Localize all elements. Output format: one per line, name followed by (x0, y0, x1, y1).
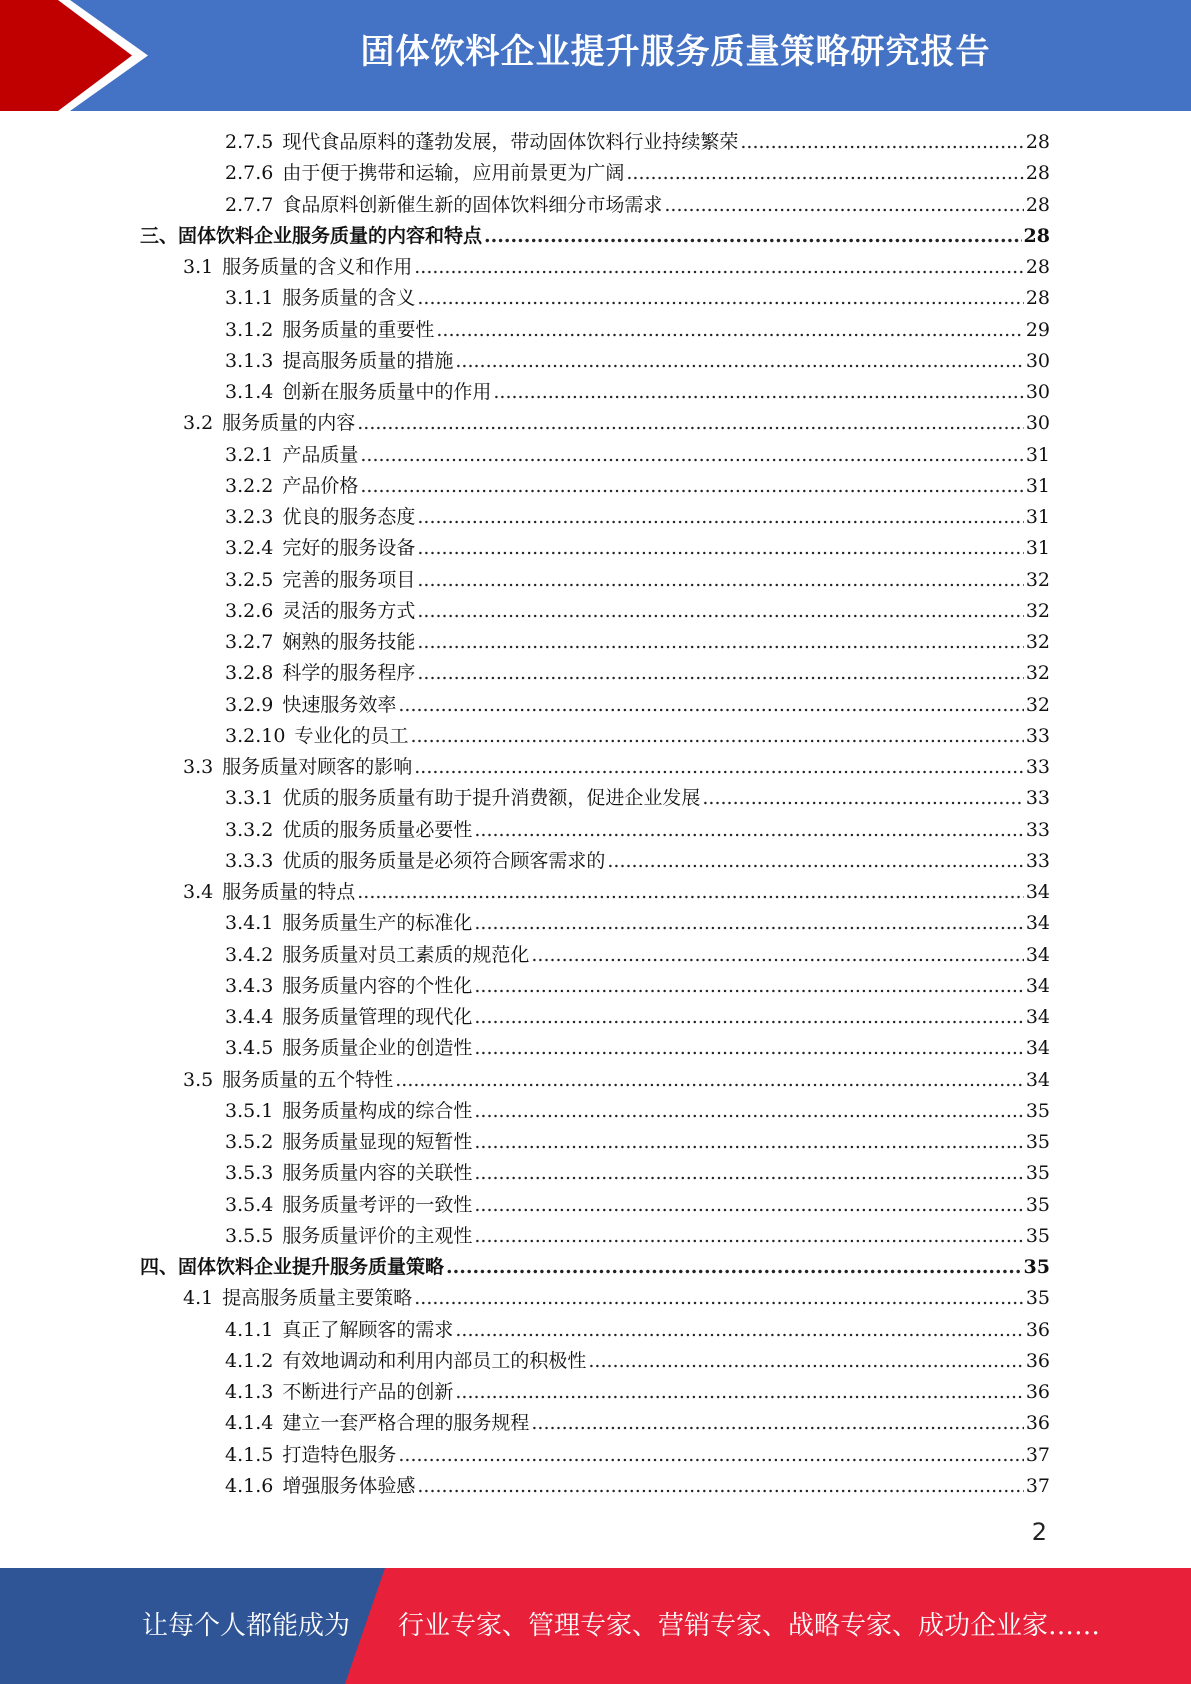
toc-entry-number: 3.5.3 (225, 1162, 274, 1185)
toc-entry-number: 3.2.2 (225, 474, 274, 497)
toc-entry-title: 产品质量 (282, 443, 359, 466)
toc-entry-number: 3.2.5 (225, 568, 274, 591)
toc-entry[interactable] (140, 1127, 1050, 1158)
toc-entry-number: 4.1.5 (225, 1443, 274, 1466)
toc-entry-title: 服务质量考评的一致性 (282, 1193, 473, 1216)
toc-entry-page: 35 (1025, 1193, 1050, 1216)
toc-leader-dots (357, 877, 1024, 908)
toc-entry-number: 3.5.2 (225, 1131, 274, 1153)
toc-entry[interactable] (140, 1346, 1050, 1377)
toc-entry-page: 34 (1025, 974, 1050, 997)
table-of-contents (140, 127, 1050, 1502)
toc-entry-title: 不断进行产品的创新 (282, 1381, 454, 1403)
toc-entry-page: 32 (1025, 568, 1050, 591)
toc-leader-dots (417, 283, 1023, 314)
toc-entry-title: 服务质量的含义和作用 (222, 256, 413, 278)
toc-entry-page: 30 (1025, 349, 1050, 372)
toc-entry-title: 由于便于携带和运输，应用前景更为广阔 (282, 162, 625, 185)
toc-entry-page: 31 (1025, 443, 1050, 466)
toc-entry-title: 有效地调动和利用内部员工的积极性 (282, 1349, 587, 1372)
toc-leader-dots (414, 252, 1024, 283)
red-chevron-icon (0, 0, 160, 111)
toc-entry-title: 灵活的服务方式 (282, 599, 416, 622)
toc-entry-page: 28 (1025, 287, 1050, 310)
toc-entry[interactable] (140, 440, 1050, 471)
toc-entry-title: 服务质量内容的个性化 (282, 974, 473, 997)
toc-entry-page: 31 (1025, 537, 1050, 560)
toc-leader-dots (414, 1283, 1024, 1314)
toc-entry[interactable] (140, 1315, 1050, 1346)
toc-entry-page: 34 (1025, 881, 1050, 903)
toc-entry-number: 3.5.1 (225, 1099, 274, 1122)
toc-entry-title: 四、固体饮料企业提升服务质量策略 (140, 1256, 445, 1278)
toc-entry-number: 3.1.3 (225, 349, 274, 372)
toc-entry-title: 专业化的员工 (294, 724, 409, 747)
toc-entry-title: 服务质量的含义 (282, 287, 416, 310)
toc-entry-number: 4.1.6 (225, 1474, 274, 1497)
toc-entry-number: 3.5.4 (225, 1193, 274, 1216)
toc-entry-page: 35 (1025, 1287, 1050, 1310)
toc-entry-page: 31 (1025, 506, 1050, 528)
toc-entry-number: 3.4.2 (225, 943, 274, 966)
toc-entry[interactable] (140, 940, 1050, 971)
toc-entry-number: 3.5.5 (225, 1224, 274, 1247)
document-title: 固体饮料企业提升服务质量策略研究报告 (360, 32, 991, 72)
toc-entry-page: 34 (1025, 1006, 1050, 1028)
toc-entry-title: 完好的服务设备 (282, 537, 416, 560)
toc-entry-title: 优良的服务态度 (282, 506, 416, 528)
toc-entry-number: 3.3.2 (225, 818, 274, 841)
toc-leader-dots (417, 658, 1023, 689)
toc-entry-page: 28 (1025, 162, 1050, 185)
toc-leader-dots (474, 1033, 1023, 1064)
toc-entry-number: 3.3.3 (225, 849, 274, 872)
toc-leader-dots (474, 1096, 1023, 1127)
toc-entry-number: 3.1.1 (225, 287, 274, 310)
toc-entry[interactable] (140, 1283, 1050, 1314)
toc-entry[interactable] (140, 721, 1050, 752)
toc-entry-number: 3.2.6 (225, 599, 274, 622)
toc-entry-title: 服务质量的特点 (222, 881, 356, 903)
toc-entry-page: 28 (1023, 224, 1050, 247)
toc-entry[interactable] (140, 346, 1050, 377)
toc-entry-number: 3.5 (183, 1068, 214, 1091)
toc-entry-number: 4.1.4 (225, 1412, 274, 1435)
toc-leader-dots (414, 752, 1024, 783)
toc-entry-page: 29 (1025, 318, 1050, 341)
toc-entry-number: 3.4.3 (225, 974, 274, 997)
toc-leader-dots (360, 471, 1023, 502)
toc-entry[interactable] (140, 1065, 1050, 1096)
toc-entry-page: 34 (1025, 943, 1050, 966)
toc-leader-dots (455, 1377, 1023, 1408)
toc-entry-title: 三、固体饮料企业服务质量的内容和特点 (140, 224, 483, 247)
toc-entry[interactable] (140, 252, 1050, 283)
toc-entry[interactable] (140, 190, 1050, 221)
toc-entry-page: 32 (1025, 662, 1050, 685)
toc-entry-number: 3.2.4 (225, 537, 274, 560)
toc-entry-number: 3.1.2 (225, 318, 274, 341)
toc-entry[interactable] (140, 627, 1050, 658)
toc-leader-dots (446, 1252, 1022, 1283)
toc-entry[interactable] (140, 1002, 1050, 1033)
toc-entry-number: 3.3.1 (225, 787, 274, 810)
toc-entry[interactable] (140, 752, 1050, 783)
toc-entry-number: 3.4.4 (225, 1006, 274, 1028)
toc-entry[interactable] (140, 127, 1050, 158)
toc-entry-title: 服务质量评价的主观性 (282, 1224, 473, 1247)
toc-leader-dots (702, 783, 1023, 814)
toc-leader-dots (398, 690, 1023, 721)
toc-entry[interactable] (140, 971, 1050, 1002)
toc-entry[interactable] (140, 1440, 1050, 1471)
toc-entry-page: 33 (1025, 787, 1050, 810)
toc-entry-page: 36 (1025, 1318, 1050, 1341)
toc-entry-page: 37 (1025, 1474, 1050, 1497)
toc-entry-title: 提高服务质量的措施 (282, 349, 454, 372)
toc-entry[interactable] (140, 408, 1050, 439)
toc-entry-number: 3.2.10 (225, 724, 286, 747)
toc-entry-number: 3.4 (183, 881, 214, 903)
toc-leader-dots (410, 721, 1023, 752)
toc-leader-dots (531, 940, 1023, 971)
toc-entry[interactable] (140, 502, 1050, 533)
toc-entry-title: 服务质量的五个特性 (222, 1068, 394, 1091)
toc-entry-number: 3.4.5 (225, 1037, 274, 1060)
page-number: 2 (1031, 1518, 1047, 1546)
toc-leader-dots (455, 1315, 1023, 1346)
toc-entry-page: 33 (1025, 756, 1050, 778)
toc-entry-title: 快速服务效率 (282, 693, 397, 716)
toc-entry-title: 服务质量企业的创造性 (282, 1037, 473, 1060)
toc-entry-title: 服务质量对顾客的影响 (222, 756, 413, 778)
toc-entry-title: 增强服务体验感 (282, 1474, 416, 1497)
toc-entry-page: 28 (1025, 256, 1050, 278)
toc-entry[interactable] (140, 658, 1050, 689)
toc-leader-dots (417, 596, 1023, 627)
toc-entry-page: 35 (1025, 1162, 1050, 1185)
toc-entry-title: 服务质量显现的短暂性 (282, 1131, 473, 1153)
toc-entry-title: 产品价格 (282, 474, 359, 497)
toc-entry-title: 建立一套严格合理的服务规程 (282, 1412, 530, 1435)
toc-entry[interactable] (140, 283, 1050, 314)
toc-leader-dots (395, 1065, 1024, 1096)
toc-entry-title: 服务质量构成的综合性 (282, 1099, 473, 1122)
toc-entry-number: 4.1 (183, 1287, 214, 1310)
toc-entry-title: 服务质量内容的关联性 (282, 1162, 473, 1185)
toc-entry[interactable] (140, 1377, 1050, 1408)
toc-entry-page: 35 (1025, 1099, 1050, 1122)
toc-entry-number: 4.1.2 (225, 1349, 274, 1372)
toc-entry[interactable] (140, 596, 1050, 627)
toc-entry[interactable] (140, 877, 1050, 908)
toc-entry-number: 2.7.5 (225, 131, 274, 153)
toc-entry[interactable] (140, 1252, 1050, 1283)
toc-entry-page: 32 (1025, 693, 1050, 716)
toc-entry-title: 提高服务质量主要策略 (222, 1287, 413, 1310)
toc-leader-dots (740, 127, 1023, 158)
toc-entry-title: 创新在服务质量中的作用 (282, 381, 492, 403)
toc-entry-page: 28 (1025, 193, 1050, 216)
toc-entry[interactable] (140, 1471, 1050, 1502)
toc-entry[interactable] (140, 815, 1050, 846)
toc-entry-page: 31 (1025, 474, 1050, 497)
toc-entry-page: 36 (1025, 1349, 1050, 1372)
toc-entry-number: 2.7.7 (225, 193, 274, 216)
toc-entry[interactable] (140, 908, 1050, 939)
toc-entry-page: 34 (1025, 1068, 1050, 1091)
toc-leader-dots (360, 440, 1023, 471)
toc-entry-number: 3.3 (183, 756, 214, 778)
toc-entry-title: 真正了解顾客的需求 (282, 1318, 454, 1341)
toc-leader-dots (588, 1346, 1023, 1377)
toc-leader-dots (436, 315, 1023, 346)
toc-entry-page: 37 (1025, 1443, 1050, 1466)
toc-leader-dots (607, 846, 1023, 877)
toc-entry-page: 30 (1025, 412, 1050, 435)
toc-entry-page: 34 (1025, 912, 1050, 935)
toc-entry-page: 34 (1025, 1037, 1050, 1060)
toc-entry-title: 服务质量的内容 (222, 412, 356, 435)
page-header (0, 0, 1191, 111)
toc-leader-dots (474, 1190, 1023, 1221)
toc-leader-dots (474, 1127, 1023, 1158)
toc-entry-page: 36 (1025, 1381, 1050, 1403)
toc-leader-dots (417, 502, 1023, 533)
toc-entry-number: 3.2 (183, 412, 214, 435)
toc-leader-dots (626, 158, 1023, 189)
toc-leader-dots (474, 815, 1023, 846)
toc-entry-number: 3.2.7 (225, 631, 274, 653)
toc-entry[interactable] (140, 1033, 1050, 1064)
toc-entry-page: 33 (1025, 818, 1050, 841)
toc-entry[interactable] (140, 377, 1050, 408)
toc-entry-title: 优质的服务质量是必须符合顾客需求的 (282, 849, 606, 872)
toc-entry-page: 33 (1025, 724, 1050, 747)
toc-entry[interactable] (140, 1190, 1050, 1221)
toc-entry[interactable] (140, 783, 1050, 814)
toc-entry-title: 服务质量生产的标准化 (282, 912, 473, 935)
toc-entry[interactable] (140, 221, 1050, 252)
page-footer (0, 1568, 1191, 1684)
toc-entry[interactable] (140, 846, 1050, 877)
toc-entry-title: 服务质量的重要性 (282, 318, 435, 341)
toc-entry-title: 服务质量管理的现代化 (282, 1006, 473, 1028)
footer-slogan-left: 让每个人都能成为 (142, 1611, 351, 1641)
toc-entry-title: 服务质量对员工素质的规范化 (282, 943, 530, 966)
toc-entry[interactable] (140, 1221, 1050, 1252)
toc-leader-dots (455, 346, 1023, 377)
toc-leader-dots (474, 1221, 1023, 1252)
toc-entry-title: 科学的服务程序 (282, 662, 416, 685)
toc-entry[interactable] (140, 1408, 1050, 1439)
toc-entry[interactable] (140, 471, 1050, 502)
toc-entry-title: 完善的服务项目 (282, 568, 416, 591)
toc-entry-title: 打造特色服务 (282, 1443, 397, 1466)
toc-leader-dots (531, 1408, 1023, 1439)
toc-entry-number: 3.2.9 (225, 693, 274, 716)
toc-entry-title: 优质的服务质量有助于提升消费额，促进企业发展 (282, 787, 701, 810)
toc-entry-number: 3.2.8 (225, 662, 274, 685)
toc-entry-title: 娴熟的服务技能 (282, 631, 416, 653)
toc-entry-page: 32 (1025, 599, 1050, 622)
toc-entry-number: 3.1 (183, 256, 214, 278)
toc-leader-dots (474, 971, 1023, 1002)
footer-slogan-right: 行业专家、管理专家、营销专家、战略专家、成功企业家…… (398, 1611, 1101, 1641)
toc-entry[interactable] (140, 158, 1050, 189)
toc-entry-number: 2.7.6 (225, 162, 274, 185)
toc-leader-dots (484, 221, 1022, 252)
toc-leader-dots (417, 565, 1023, 596)
toc-entry-title: 食品原料创新催生新的固体饮料细分市场需求 (282, 193, 663, 216)
toc-entry-page: 33 (1025, 849, 1050, 872)
toc-entry-title: 现代食品原料的蓬勃发展，带动固体饮料行业持续繁荣 (282, 131, 739, 153)
toc-entry-number: 4.1.1 (225, 1318, 274, 1341)
toc-entry-number: 4.1.3 (225, 1381, 274, 1403)
toc-leader-dots (398, 1440, 1023, 1471)
toc-entry[interactable] (140, 690, 1050, 721)
toc-entry-page: 35 (1023, 1256, 1050, 1278)
toc-entry-title: 优质的服务质量必要性 (282, 818, 473, 841)
toc-entry-page: 30 (1025, 381, 1050, 403)
toc-leader-dots (417, 627, 1023, 658)
toc-leader-dots (357, 408, 1024, 439)
toc-leader-dots (474, 908, 1023, 939)
toc-entry[interactable] (140, 1158, 1050, 1189)
toc-entry[interactable] (140, 1096, 1050, 1127)
toc-entry[interactable] (140, 533, 1050, 564)
toc-leader-dots (417, 1471, 1023, 1502)
toc-entry-number: 3.2.1 (225, 443, 274, 466)
toc-leader-dots (417, 533, 1023, 564)
toc-leader-dots (474, 1002, 1023, 1033)
toc-leader-dots (664, 190, 1023, 221)
toc-leader-dots (474, 1158, 1023, 1189)
toc-leader-dots (493, 377, 1023, 408)
toc-entry-page: 32 (1025, 631, 1050, 653)
toc-entry[interactable] (140, 315, 1050, 346)
toc-entry[interactable] (140, 565, 1050, 596)
toc-entry-number: 3.1.4 (225, 381, 274, 403)
toc-entry-page: 28 (1025, 131, 1050, 153)
toc-entry-number: 3.4.1 (225, 912, 274, 935)
toc-entry-page: 35 (1025, 1131, 1050, 1153)
toc-entry-number: 3.2.3 (225, 506, 274, 528)
toc-entry-page: 36 (1025, 1412, 1050, 1435)
toc-entry-page: 35 (1025, 1224, 1050, 1247)
